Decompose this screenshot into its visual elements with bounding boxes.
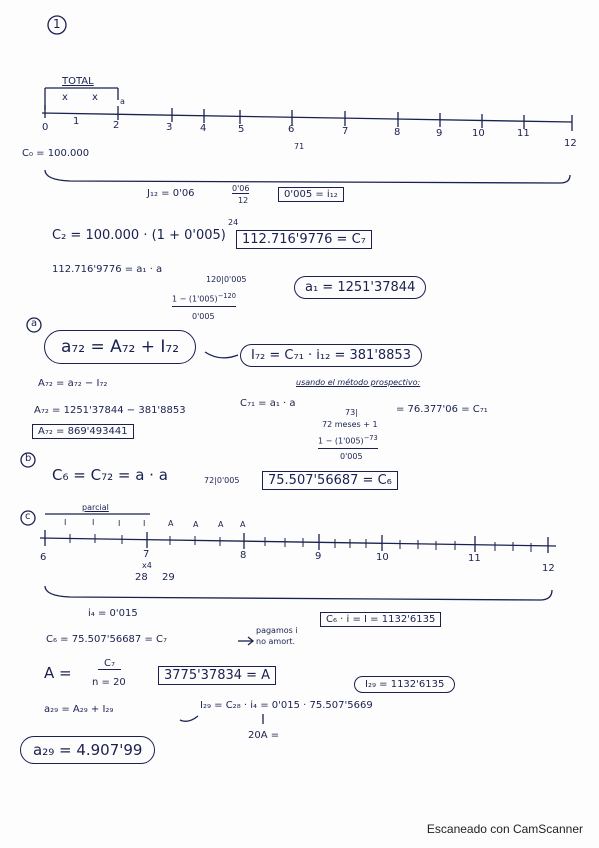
a72-result-box: A₇₂ = 869'493441: [32, 424, 134, 439]
method-note: usando el método prospectivo:: [296, 378, 421, 387]
tick-label: 9: [315, 551, 322, 562]
tick-label: 8: [240, 550, 247, 561]
c71-frac-exp: −73: [363, 434, 378, 442]
tick-label: 1: [73, 116, 80, 127]
x-mark-2: x: [92, 92, 98, 103]
i29-oval: I₂₉ = 1132'6135: [354, 676, 455, 693]
a72-formula-oval: a₇₂ = A₇₂ + I₇₂: [44, 330, 196, 364]
annuity-sub: 120|0'005: [206, 275, 247, 284]
c71-formula: C₇₁ = a₁ · a: [240, 398, 296, 409]
pagamos-note: pagamos i: [256, 626, 298, 635]
c71-frac-num: [318, 434, 378, 449]
section-1-marker: 1: [53, 17, 61, 31]
a1-result-oval: a₁ = 1251'37844: [294, 276, 426, 299]
c6-equals: C₆ = 75.507'56687 = C₇: [46, 634, 168, 645]
twenty-a: 20A =: [248, 730, 280, 741]
t29-label: 29: [162, 572, 175, 583]
x-mark-1: x: [62, 92, 68, 103]
i-label: I: [118, 519, 121, 528]
c71-result: = 76.377'06 = C₇₁: [396, 404, 488, 415]
tick-label: 5: [238, 124, 245, 135]
tick-label: 7: [143, 549, 150, 560]
c6i-text: C₆ · i = I = 1132'6135: [320, 612, 441, 627]
c2-result-box: 112.716'9776 = C₇: [236, 230, 372, 249]
i12-box: 0'005 = i₁₂: [278, 187, 344, 202]
c6-sub: 72|0'005: [204, 476, 240, 485]
tick-label: 10: [472, 128, 485, 139]
c71-frac-num-text: 1 − (1'005): [318, 436, 364, 446]
c0-value: C₀ = 100.000: [22, 148, 90, 159]
a-result-box: 3775'37834 = A: [158, 666, 276, 685]
a-label: A: [240, 520, 246, 529]
a-den: n = 20: [92, 677, 126, 688]
annuity-frac-den: 0'005: [192, 312, 215, 321]
a-label: A: [168, 519, 174, 528]
c2-formula: C₂ = 100.000 · (1 + 0'005): [52, 228, 226, 243]
parcial-label: parcial: [82, 503, 109, 512]
a-label: A: [193, 520, 199, 529]
tick-label: 9: [436, 128, 443, 139]
tick-label: 3: [166, 122, 173, 133]
a29-formula: a₂₉ = A₂₉ + I₂₉: [44, 704, 114, 715]
i29-formula: I₂₉ = C₂₈ · i₄ = 0'015 · 75.507'5669: [200, 700, 373, 711]
tick-label: 0: [42, 122, 49, 133]
i-label: I: [92, 518, 95, 527]
tick-label: 7: [342, 126, 349, 137]
tick-label: 11: [517, 128, 530, 139]
a72-calc: A₇₂ = 1251'37844 − 381'8853: [34, 405, 186, 416]
total-label: TOTAL: [62, 76, 94, 87]
i72-formula-oval: I₇₂ = C₇₁ · i₁₂ = 381'8853: [240, 344, 422, 367]
c2-exponent: 24: [228, 218, 239, 227]
section-c-marker: c: [25, 511, 31, 522]
a-num: C₇: [98, 658, 121, 670]
tick-label: 4: [200, 123, 207, 134]
camscanner-footer: Escaneado con CamScanner: [426, 822, 583, 836]
x4-mark: x4: [142, 561, 152, 570]
c6-result-box: 75.507'56687 = C₆: [262, 471, 398, 490]
no-amort-note: no amort.: [256, 637, 296, 646]
frac-den: 12: [238, 196, 249, 205]
c71-sub: 73|: [345, 408, 358, 417]
annuity-frac-num-text: 1 − (1'005): [172, 294, 218, 304]
a-label: A: [218, 520, 224, 529]
c6-formula: C₆ = C₇₂ = a · a: [52, 466, 168, 484]
section-a-marker: a: [31, 318, 38, 329]
j12-rate: J₁₂ = 0'06: [147, 188, 195, 199]
n-note: 72 meses + 1: [322, 420, 378, 429]
a-mark: a: [120, 97, 125, 106]
annuity-eq: 112.716'9776 = a₁ · a: [52, 264, 163, 275]
c6i-box: [320, 614, 441, 625]
tick-label: 2: [113, 120, 120, 131]
a-eq-label: A =: [44, 664, 72, 682]
annuity-frac-exp: −120: [217, 292, 236, 300]
a29-result-oval: a₂₉ = 4.907'99: [20, 736, 155, 764]
annuity-frac-num: [172, 292, 236, 307]
tick-sub-71: 71: [294, 142, 305, 151]
tick-label: 12: [564, 138, 577, 149]
tick-label: 11: [468, 553, 481, 564]
i-label: I: [143, 519, 146, 528]
a72-minus: A₇₂ = a₇₂ − I₇₂: [38, 378, 108, 389]
tick-label: 6: [40, 552, 47, 563]
c71-frac-den: 0'005: [340, 452, 363, 461]
tick-label: 12: [542, 563, 555, 574]
tick-label: 8: [394, 127, 401, 138]
t28-label: 28: [135, 572, 148, 583]
section-b-marker: b: [25, 453, 32, 464]
tick-label: 10: [376, 552, 389, 563]
tick-label: 6: [288, 124, 295, 135]
i4-rate: i₄ = 0'015: [88, 608, 138, 619]
frac-num: 0'06: [232, 184, 250, 193]
i-label: I: [64, 518, 67, 527]
